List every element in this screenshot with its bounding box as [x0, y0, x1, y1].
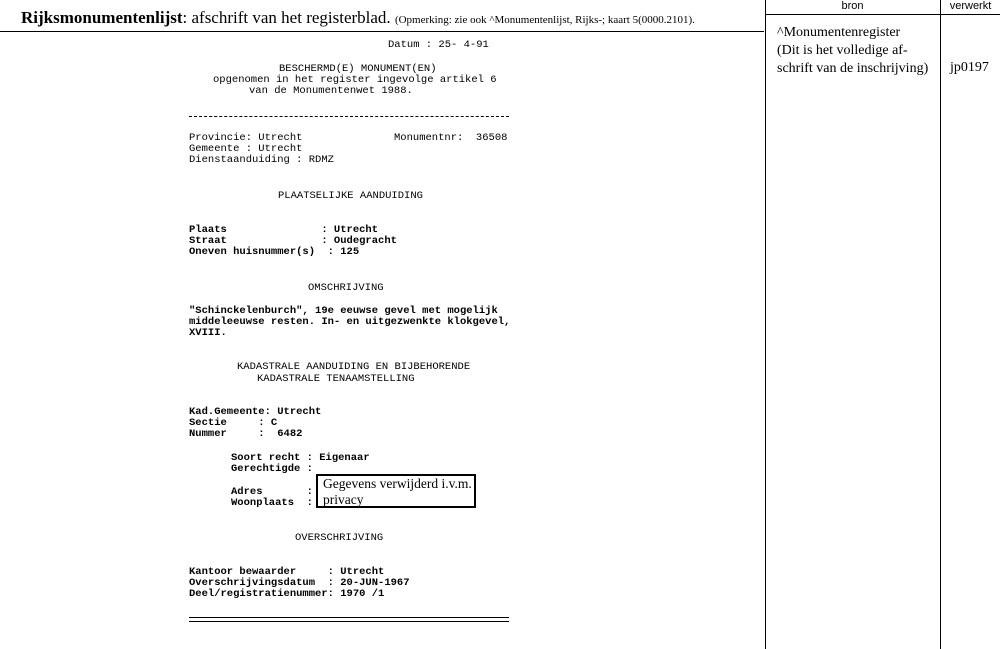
- verwerkt-cell: jp0197: [950, 60, 989, 75]
- verwerkt-header: verwerkt: [949, 0, 992, 12]
- doc-double-rule: [189, 617, 509, 622]
- doc-adres: Adres :: [231, 486, 313, 498]
- privacy-line: Gegevens verwijderd i.v.m.: [323, 476, 472, 491]
- doc-heading-3: van de Monumentenwet 1988.: [249, 85, 413, 97]
- doc-datum: Datum : 25- 4-91: [388, 39, 489, 51]
- doc-soort-recht: Soort recht : Eigenaar: [231, 452, 370, 464]
- doc-straat: Straat : Oudegracht: [189, 235, 397, 247]
- title-note: (Opmerking: zie ook ^Monumentenlijst, Rijks-; kaart 5(0000.2101).: [394, 14, 695, 26]
- title-rest: : afschrift van het registerblad.: [182, 8, 391, 27]
- doc-gerechtigde: Gerechtigde :: [231, 463, 313, 475]
- doc-section-kadastrale-2: KADASTRALE TENAAMSTELLING: [257, 373, 415, 385]
- bron-line: schrift van de inschrijving): [777, 61, 929, 76]
- doc-omschrijving-2: middeleeuwse resten. In- en uitgezwenkte klokgevel,: [189, 316, 511, 328]
- privacy-line: privacy: [323, 492, 364, 507]
- doc-heading-2: opgenomen in het register ingevolge artikel 6: [213, 74, 497, 86]
- doc-overschrijvingsdatum: Overschrijvingsdatum : 20-JUN-1967: [189, 577, 410, 589]
- doc-gemeente: Gemeente : Utrecht: [189, 143, 303, 155]
- doc-heading-1: BESCHERMD(E) MONUMENT(EN): [279, 63, 437, 75]
- privacy-redaction-box: [316, 474, 476, 508]
- doc-section-kadastrale-1: KADASTRALE AANDUIDING EN BIJBEHORENDE: [237, 361, 471, 373]
- doc-kantoor: Kantoor bewaarder : Utrecht: [189, 566, 385, 578]
- column-divider-left: [765, 0, 766, 649]
- doc-kad-gemeente: Kad.Gemeente: Utrecht: [189, 406, 322, 418]
- bron-header: bron: [841, 0, 864, 12]
- bron-cell: [777, 24, 937, 78]
- doc-dienstaanduiding: Dienstaanduiding : RDMZ: [189, 154, 334, 166]
- doc-provincie: Provincie: Utrecht: [189, 132, 303, 144]
- doc-plaats: Plaats : Utrecht: [189, 224, 379, 236]
- doc-woonplaats: Woonplaats :: [231, 497, 313, 509]
- doc-section-plaatselijke: PLAATSELIJKE AANDUIDING: [278, 190, 423, 202]
- column-divider-right: [940, 0, 941, 649]
- title-bold: Rijksmonumentenlijst: [21, 8, 183, 27]
- doc-nummer: Nummer : 6482: [189, 428, 303, 440]
- doc-omschrijving-3: XVIII.: [189, 327, 227, 339]
- doc-huisnummer: Oneven huisnummer(s) : 125: [189, 246, 360, 258]
- page-title: [21, 8, 695, 28]
- bron-line: (Dit is het volledige af-: [777, 43, 908, 58]
- doc-omschrijving-1: "Schinckelenburch", 19e eeuwse gevel met mogelijk: [189, 305, 498, 317]
- doc-deel: Deel/registratienummer: 1970 /1: [189, 588, 385, 600]
- doc-section-overschrijving: OVERSCHRIJVING: [295, 532, 384, 544]
- doc-sectie: Sectie : C: [189, 417, 278, 429]
- doc-section-omschrijving: OMSCHRIJVING: [308, 282, 384, 294]
- doc-dashed-rule: [189, 116, 509, 117]
- bron-line: ^Monumentenregister: [777, 25, 901, 40]
- column-header-rule: [765, 14, 1000, 15]
- doc-monumentnr: Monumentnr: 36508: [394, 132, 508, 144]
- title-underline: [0, 31, 764, 32]
